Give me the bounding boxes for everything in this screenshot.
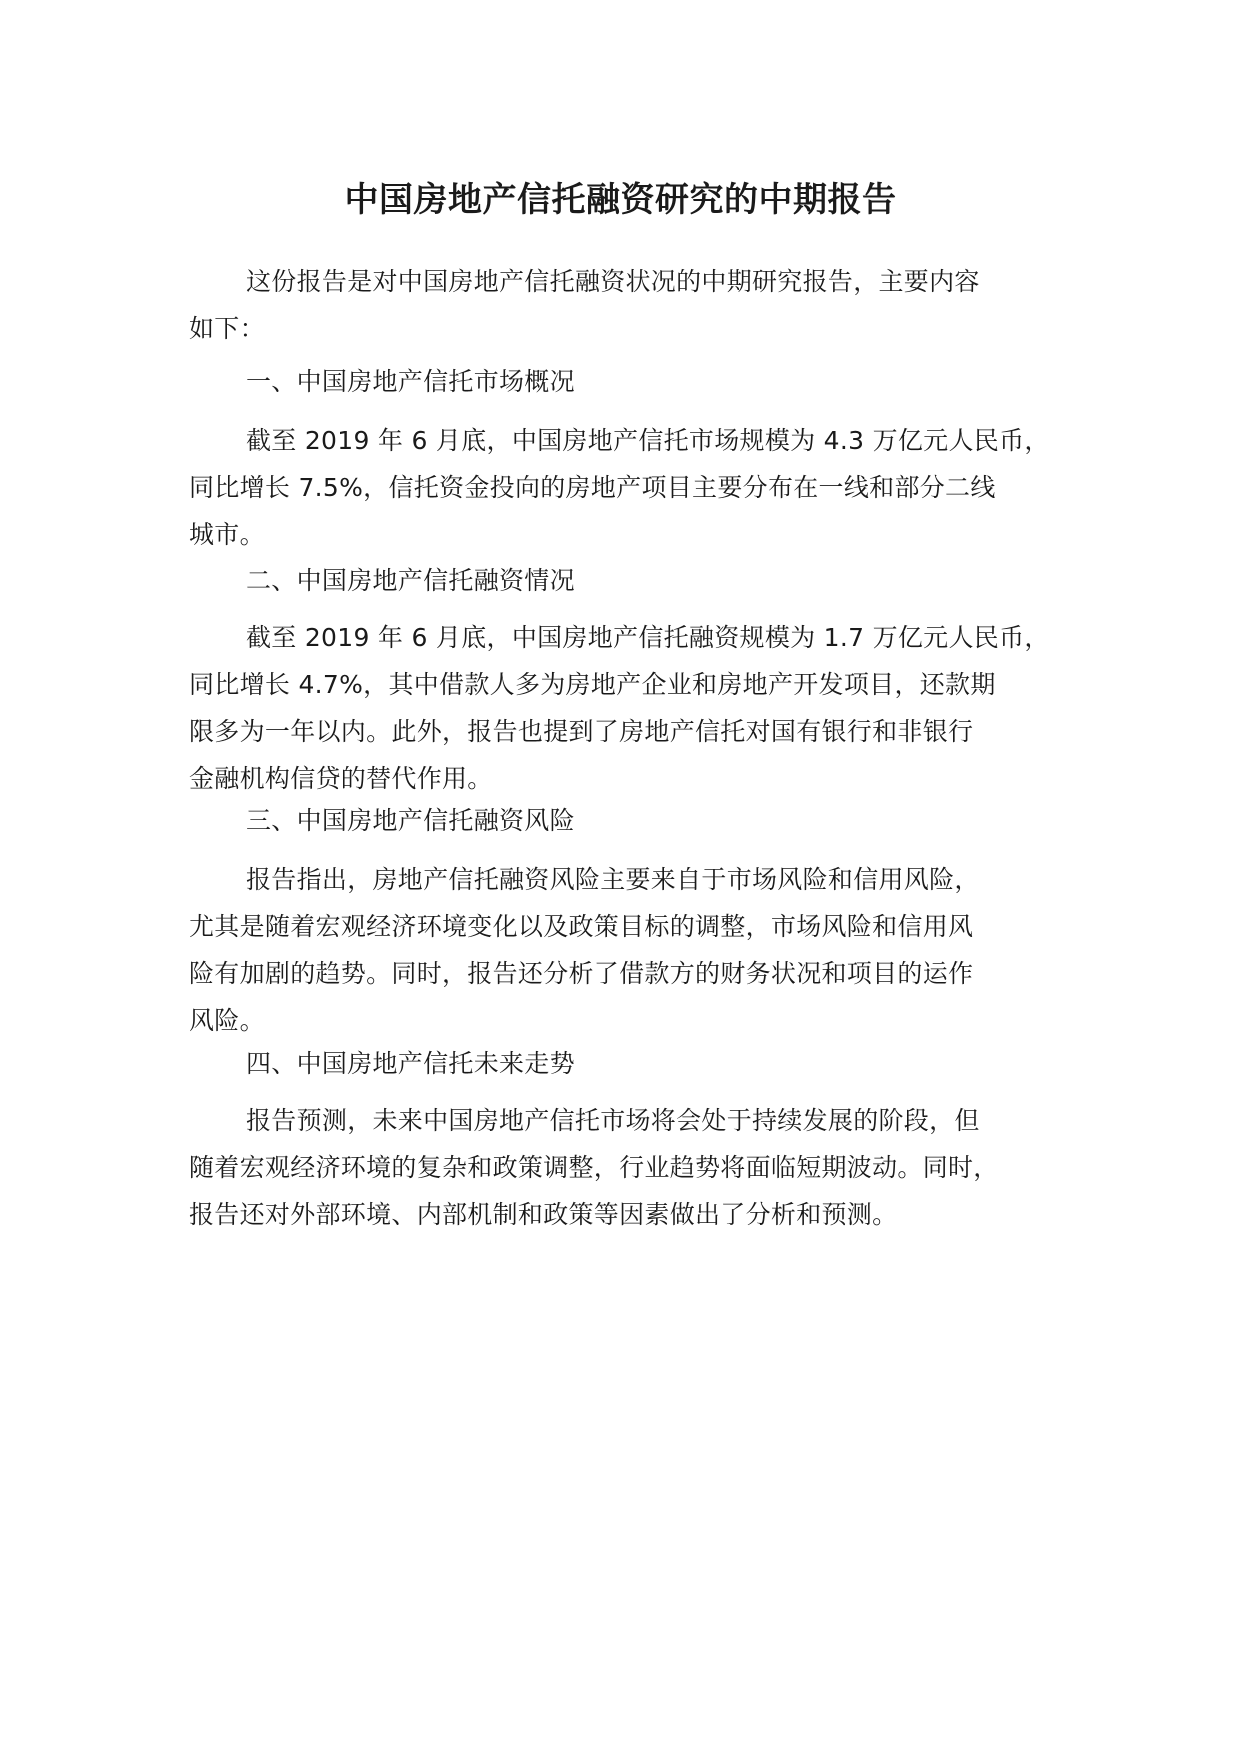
section-heading-1 xyxy=(189,358,1089,405)
paragraph-line: 金融机构信贷的替代作用。 xyxy=(189,764,493,793)
section-paragraph-1 xyxy=(189,417,1089,558)
section-paragraph-4 xyxy=(189,1097,1089,1238)
paragraph-line: 报告指出，房地产信托融资风险主要来自于市场风险和信用风险， xyxy=(246,865,980,894)
paragraph-line: 尤其是随着宏观经济环境变化以及政策目标的调整，市场风险和信用风 xyxy=(189,912,974,941)
paragraph-line: 限多为一年以内。此外，报告也提到了房地产信托对国有银行和非银行 xyxy=(189,717,974,746)
document-title: 中国房地产信托融资研究的中期报告 xyxy=(344,180,897,220)
paragraph-line: 报告预测，未来中国房地产信托市场将会处于持续发展的阶段，但 xyxy=(246,1106,980,1135)
section-heading: 一、中国房地产信托市场概况 xyxy=(246,367,575,396)
paragraph-line: 这份报告是对中国房地产信托融资状况的中期研究报告，主要内容 xyxy=(246,267,980,296)
section-heading-4 xyxy=(189,1040,1089,1087)
paragraph-line: 截至 2019 年 6 月底，中国房地产信托市场规模为 4.3 万亿元人民币， xyxy=(246,426,1050,455)
paragraph-line: 随着宏观经济环境的复杂和政策调整，行业趋势将面临短期波动。同时， xyxy=(189,1153,999,1182)
paragraph-line: 同比增长 4.7%，其中借款人多为房地产企业和房地产开发项目，还款期 xyxy=(189,670,996,699)
section-heading-3 xyxy=(189,797,1089,844)
paragraph-line: 险有加剧的趋势。同时，报告还分析了借款方的财务状况和项目的运作 xyxy=(189,959,974,988)
paragraph-line: 城市。 xyxy=(189,520,265,549)
paragraph-line: 报告还对外部环境、内部机制和政策等因素做出了分析和预测。 xyxy=(189,1200,898,1229)
section-heading: 二、中国房地产信托融资情况 xyxy=(246,566,575,595)
paragraph-line: 风险。 xyxy=(189,1006,265,1035)
paragraph-line: 同比增长 7.5%，信托资金投向的房地产项目主要分布在一线和部分二线 xyxy=(189,473,996,502)
section-paragraph-3 xyxy=(189,856,1089,1044)
section-heading: 四、中国房地产信托未来走势 xyxy=(246,1049,575,1078)
section-paragraph-2 xyxy=(189,614,1089,802)
section-heading-2 xyxy=(189,557,1089,604)
section-heading: 三、中国房地产信托融资风险 xyxy=(246,806,575,835)
paragraph-line: 截至 2019 年 6 月底，中国房地产信托融资规模为 1.7 万亿元人民币， xyxy=(246,623,1050,652)
intro-paragraph xyxy=(189,258,1089,352)
paragraph-line: 如下： xyxy=(189,314,265,343)
